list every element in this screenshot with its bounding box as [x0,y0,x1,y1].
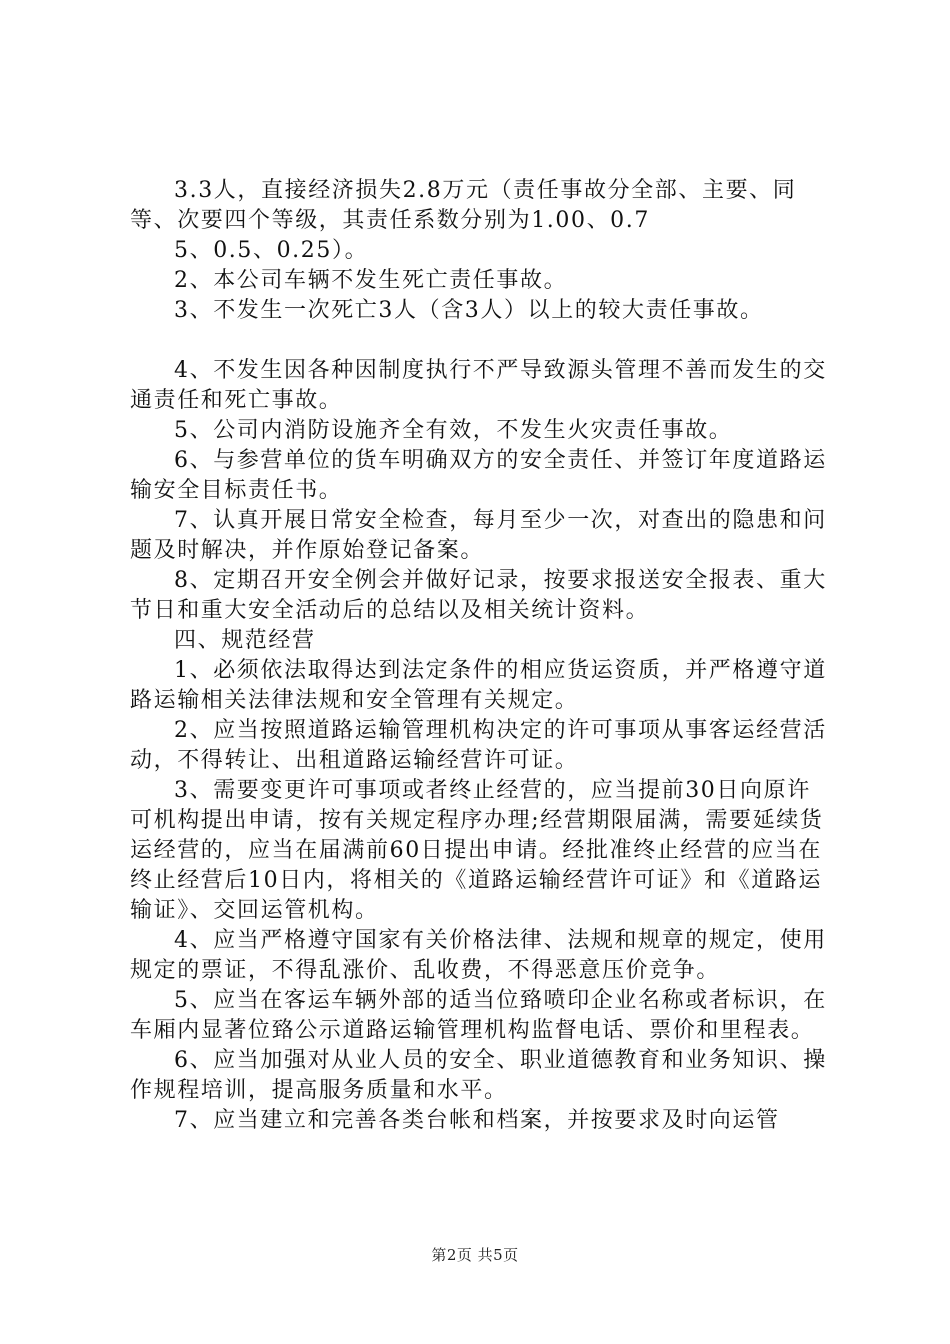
paragraph-7: 6、与参营单位的货车明确双方的安全责任、并签订年度道路运输安全目标责任书。 [130,448,827,503]
paragraph-14: 4、应当严格遵守国家有关价格法律、法规和规章的规定，使用规定的票证，不得乱涨价、乱收费，不得恶意压价竞争。 [130,928,827,983]
section-heading: 四、规范经营 [174,628,316,653]
document-body [130,176,830,1136]
paragraph-1: 3.3人，直接经济损失2.8万元（责任事故分全部、主要、同等、次要四个等级，其责任系数分别为1.00、0.7 [130,178,797,233]
paragraph-5: 4、不发生因各种因制度执行不严导致源头管理不善而发生的交通责任和死亡事故。 [130,358,827,413]
paragraph-6: 5、公司内消防设施齐全有效，不发生火灾责任事故。 [174,418,733,443]
paragraph-9: 8、定期召开安全例会并做好记录，按要求报送安全报表、重大节日和重大安全活动后的总结以及相关统计资料。 [130,568,827,623]
paragraph-13: 3、需要变更许可事项或者终止经营的，应当提前30日向原许可机构提出申请，按有关规定程序办理;经营期限届满，需要延续货运经营的，应当在届满前60日提出申请。经批准终止经营的应当在终止经营后10日内，将相关的《道路运输经营许可证》和《道路运输证》、交回运管机构。 [130,778,824,923]
paragraph-15: 5、应当在客运车辆外部的适当位臵喷印企业名称或者标识，在车厢内显著位臵公示道路运输管理机构监督电话、票价和里程表。 [130,988,827,1043]
paragraph-3: 2、本公司车辆不发生死亡责任事故。 [174,268,568,293]
paragraph-17: 7、应当建立和完善各类台帐和档案，并按要求及时向运管 [174,1108,780,1133]
paragraph-12: 2、应当按照道路运输管理机构决定的许可事项从事客运经营活动，不得转让、出租道路运输经营许可证。 [130,718,827,773]
paragraph-11: 1、必须依法取得达到法定条件的相应货运资质，并严格遵守道路运输相关法律法规和安全管理有关规定。 [130,658,827,713]
paragraph-16: 6、应当加强对从业人员的安全、职业道德教育和业务知识、操作规程培训，提高服务质量和水平。 [130,1048,827,1103]
paragraph-2: 5、0.5、0.25）。 [174,238,369,263]
paragraph-8: 7、认真开展日常安全检查，每月至少一次，对查出的隐患和问题及时解决，并作原始登记备案。 [130,508,827,563]
paragraph-4: 3、不发生一次死亡3人（含3人）以上的较大责任事故。 [174,298,764,323]
page-footer: 第2页 共5页 [431,1246,519,1264]
